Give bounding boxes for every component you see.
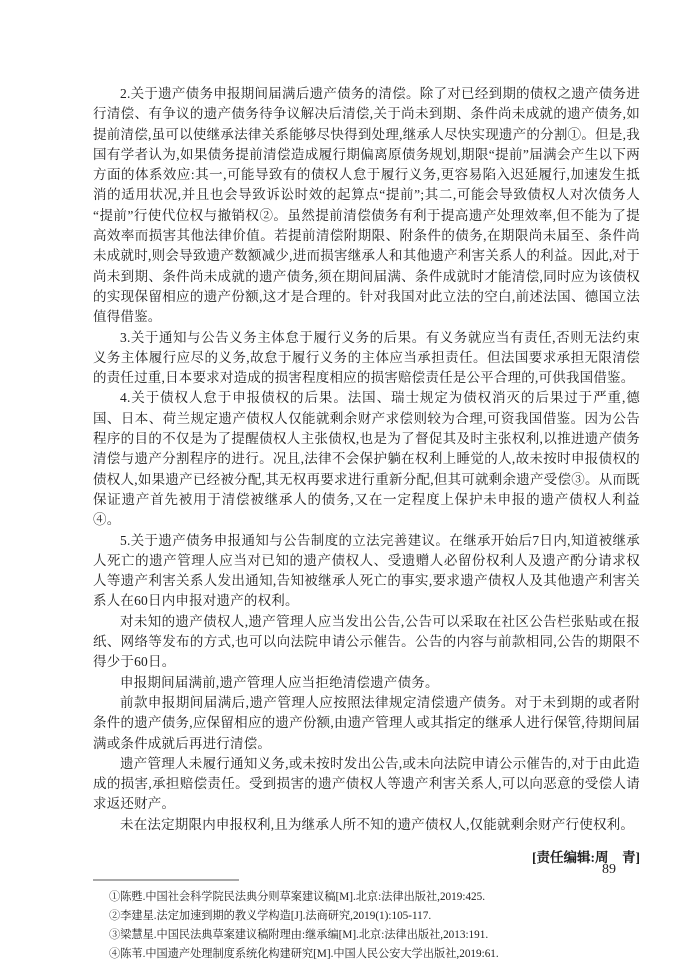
paragraph-refuse-repayment-before-deadline: 申报期间届满前,遗产管理人应当拒绝清偿遗产债务。	[120, 674, 439, 690]
footnote-4: ④陈苇.中国遗产处理制度系统化构建研究[M].中国人民公安大学出版社,2019:61.	[109, 947, 499, 960]
paragraph-public-announcement: 对未知的遗产债权人,遗产管理人应当发出公告,公告可以采取在社区公告栏张贴或在报纸、网络等发布的方式,也可以向法院申请公示催告。公告的内容与前款相同,公告的期限不得少于60日。	[93, 613, 640, 670]
article-body	[93, 84, 640, 835]
paragraph-repayment-after-deadline: 前款申报期间届满后,遗产管理人应按照法律规定清偿遗产债务。对于未到期的或者附条件的遗产债务,应保留相应的遗产份额,由遗产管理人或其指定的继承人进行保管,待期间届满或条件成就后再进行清偿。	[93, 694, 640, 751]
footnote-1: ①陈甦.中国社会科学院民法典分则草案建议稿[M].北京:法律出版社,2019:425.	[109, 890, 486, 903]
footnote-3: ③梁慧星.中国民法典草案建议稿附理由:继承编[M].北京:法律出版社,2013:191.	[109, 928, 489, 941]
paragraph-notice-obligation-consequence: 3.关于通知与公告义务主体怠于履行义务的后果。有义务就应当有责任,否则无法约束义务主体履行应尽的义务,故怠于履行义务的主体应当承担责任。但法国要求承担无限清偿的责任过重,日本要求对造成的损害程度相应的损害赔偿责任是公平合理的,可供我国借鉴。	[93, 329, 640, 386]
page-number: 89	[602, 862, 616, 877]
footnotes-section	[93, 888, 640, 964]
paragraph-legislative-suggestion: 5.关于遗产债务申报通知与公告制度的立法完善建议。在继承开始后7日内,知道被继承人死亡的遗产管理人应当对已知的遗产债权人、受遗赠人必留份权利人及遗产酌分请求权人等遗产利害关系人发出通知,告知被继承人死亡的事实,要求遗产债权人及其他遗产利害关系人在60日内申报对遗产的权利。	[93, 532, 640, 609]
editor-note: [责任编辑:周 青]	[532, 849, 640, 865]
paragraph-creditor-failure-to-declare: 4.关于债权人怠于申报债权的后果。法国、瑞士规定为债权消灭的后果过于严重,德国、日本、荷兰规定遗产债权人仅能就剩余财产求偿则较为合理,可资我国借鉴。因为公告程序的目的不仅是为了提醒债权人主张债权,也是为了督促其及时主张权利,以推进遗产债务清偿与遗产分割程序的进行。况且,法律不会保护躺在权利上睡觉的人,故未按时申报债权的债权人,如果遗产已经被分配,其无权再要求进行重新分配,但其可就剩余遗产受偿③。从而既保证遗产首先被用于清偿被继承人的债务,又在一定程度上保护未申报的遗产债权人利益④。	[93, 390, 640, 528]
paragraph-unknown-creditor-rights: 未在法定期限内申报权利,且为继承人所不知的遗产债权人,仅能就剩余财产行使权利。	[120, 816, 635, 832]
footnote-2: ②李建星.法定加速到期的教义学构造[J].法商研究,2019(1):105-117.	[109, 909, 432, 922]
paragraph-debt-repayment-after-deadline: 2.关于遗产债务申报期间届满后遗产债务的清偿。除了对已经到期的债权之遗产债务进行清偿、有争议的遗产债务待争议解决后清偿,关于尚未到期、条件尚未成就的遗产债务,如提前清偿,虽可以使继承法律关系能够尽快得到处理,继承人尽快实现遗产的分割①。但是,我国有学者认为,如果债务提前清偿造成履行期偏离原债务规划,期限“提前”届满会产生以下两方面的体系效应:其一,可能导致有的债权人怠于履行义务,更容易陷入迟延履行,加速发生抵消的适用状况,并且也会导致诉讼时效的起算点“提前”;其二,可能会导致债权人对次债务人“提前”行使代位权与撤销权②。虽然提前清偿债务有利于提高遗产处理效率,但不能为了提高效率而损害其他法律价值。若提前清偿附期限、附条件的债务,在期限尚未届至、条件尚未成就时,则会导致遗产数额减少,进而损害继承人和其他遗产利害关系人的利益。因此,对于尚未到期、条件尚未成就的遗产债务,须在期间届满、条件成就时才能清偿,同时应为该债权的实现保留相应的遗产份额,这才是合理的。针对我国对此立法的空白,前述法国、德国立法值得借鉴。	[93, 86, 640, 325]
paragraph-administrator-liability: 遗产管理人未履行通知义务,或未按时发出公告,或未向法院申请公示催告的,对于由此造成的损害,承担赔偿责任。受到损害的遗产债权人等遗产利害关系人,可以向恶意的受偿人请求返还财产。	[93, 755, 640, 812]
page-content	[93, 84, 640, 964]
footnote-divider	[93, 879, 239, 881]
